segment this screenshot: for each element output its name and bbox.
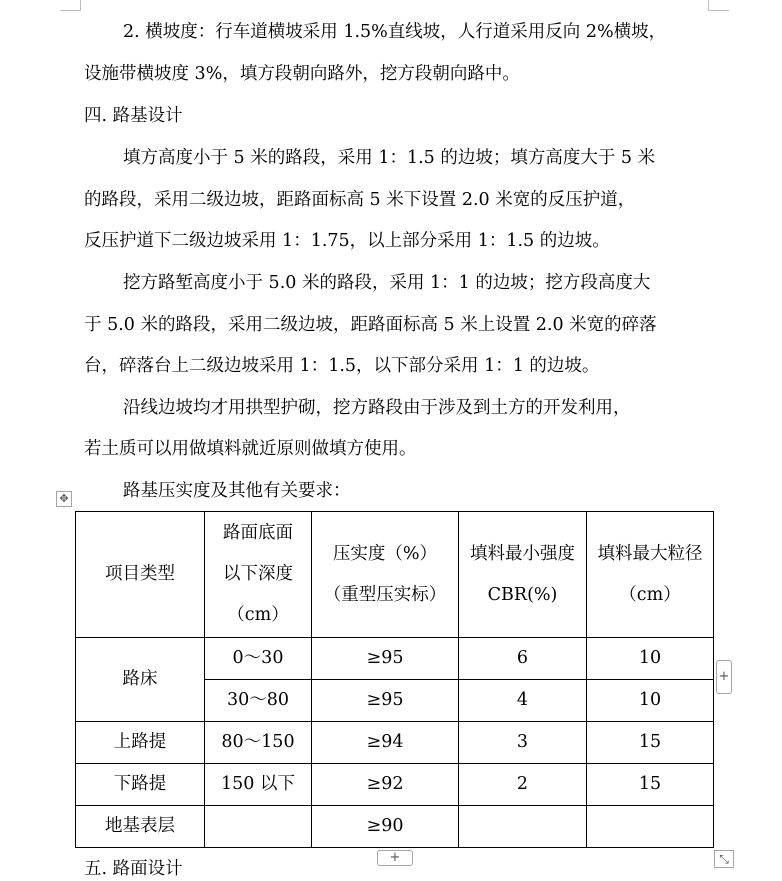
table-row <box>76 722 714 764</box>
cell-compaction: ≥92 <box>312 764 459 806</box>
cell-cbr <box>459 806 587 848</box>
header-max-size-line2: （cm） <box>619 584 681 605</box>
cell-type: 上路提 <box>76 722 205 764</box>
page-corner-mark-right <box>708 0 729 11</box>
header-max-size <box>587 512 714 638</box>
cell-type: 路床 <box>76 638 205 722</box>
header-depth-line1: 路面底面 <box>223 523 293 543</box>
cell-compaction: ≥90 <box>312 806 459 848</box>
paragraph-cut-slope: 挖方路堑高度小于 5.0 米的路段，采用 1：1 的边坡；挖方段高度大 <box>123 273 651 293</box>
header-compaction <box>312 512 459 638</box>
section-heading-subgrade: 四. 路基设计 <box>84 106 183 126</box>
table-row <box>76 806 714 848</box>
header-min-strength-line1: 填料最小强度 <box>470 543 575 564</box>
table-move-handle-icon[interactable]: ✥ <box>56 491 72 507</box>
paragraph-table-caption: 路基压实度及其他有关要求： <box>123 481 351 501</box>
cell-depth <box>205 806 312 848</box>
cell-depth: 150 以下 <box>205 764 312 806</box>
add-column-plus-icon[interactable]: + <box>716 660 732 694</box>
page-corner-mark-left <box>60 0 81 11</box>
paragraph-slope-protection-cont: 若土质可以用做填料就近原则做填方使用。 <box>84 439 417 459</box>
header-depth <box>205 512 312 638</box>
paragraph-slope-protection: 沿线边坡均才用拱型护砌，挖方路段由于涉及到土方的开发利用， <box>123 398 631 418</box>
table-row <box>76 638 714 680</box>
header-min-strength <box>459 512 587 638</box>
header-compaction-line2: （重型压实标） <box>323 584 447 605</box>
cell-cbr: 4 <box>459 680 587 722</box>
paragraph-cut-slope-cont1: 于 5.0 米的路段，采用二级边坡，距路面标高 5 米上设置 2.0 米宽的碎落 <box>84 315 657 335</box>
paragraph-cross-slope: 2. 横坡度：行车道横坡采用 1.5%直线坡，人行道采用反向 2%横坡， <box>123 22 667 42</box>
cell-size <box>587 806 714 848</box>
cell-compaction: ≥94 <box>312 722 459 764</box>
table-resize-icon[interactable]: ⤡ <box>714 850 734 868</box>
cell-size: 15 <box>587 722 714 764</box>
header-item-type: 项目类型 <box>76 512 205 638</box>
cell-depth: 30～80 <box>205 680 312 722</box>
table-row <box>76 764 714 806</box>
cell-type: 地基表层 <box>76 806 205 848</box>
cell-size: 10 <box>587 680 714 722</box>
cell-size: 10 <box>587 638 714 680</box>
subgrade-requirements-table <box>75 511 714 848</box>
cell-cbr: 6 <box>459 638 587 680</box>
cell-depth: 80～150 <box>205 722 312 764</box>
header-compaction-line1: 压实度（%） <box>332 543 438 564</box>
header-max-size-line1: 填料最大粒径 <box>597 543 703 564</box>
paragraph-cut-slope-cont2: 台，碎落台上二级边坡采用 1：1.5，以下部分采用 1：1 的边坡。 <box>84 356 600 376</box>
cell-size: 15 <box>587 764 714 806</box>
header-depth-line3: （cm） <box>227 605 289 625</box>
cell-cbr: 3 <box>459 722 587 764</box>
cell-cbr: 2 <box>459 764 587 806</box>
cell-type: 下路提 <box>76 764 205 806</box>
paragraph-fill-slope: 填方高度小于 5 米的路段，采用 1：1.5 的边坡；填方高度大于 5 米 <box>123 148 656 168</box>
paragraph-cross-slope-cont: 设施带横坡度 3%，填方段朝向路外，挖方段朝向路中。 <box>84 64 520 84</box>
cell-depth: 0～30 <box>205 638 312 680</box>
table-header-row <box>76 512 714 638</box>
cell-compaction: ≥95 <box>312 680 459 722</box>
cell-compaction: ≥95 <box>312 638 459 680</box>
section-heading-pavement: 五. 路面设计 <box>84 859 183 879</box>
paragraph-fill-slope-cont1: 的路段，采用二级边坡，距路面标高 5 米下设置 2.0 米宽的反压护道， <box>84 190 636 210</box>
header-min-strength-line2: CBR(%) <box>487 584 558 605</box>
header-depth-line2: 以下深度 <box>223 564 293 584</box>
add-row-plus-icon[interactable]: + <box>377 850 413 866</box>
paragraph-fill-slope-cont2: 反压护道下二级边坡采用 1：1.75，以上部分采用 1：1.5 的边坡。 <box>84 231 610 251</box>
